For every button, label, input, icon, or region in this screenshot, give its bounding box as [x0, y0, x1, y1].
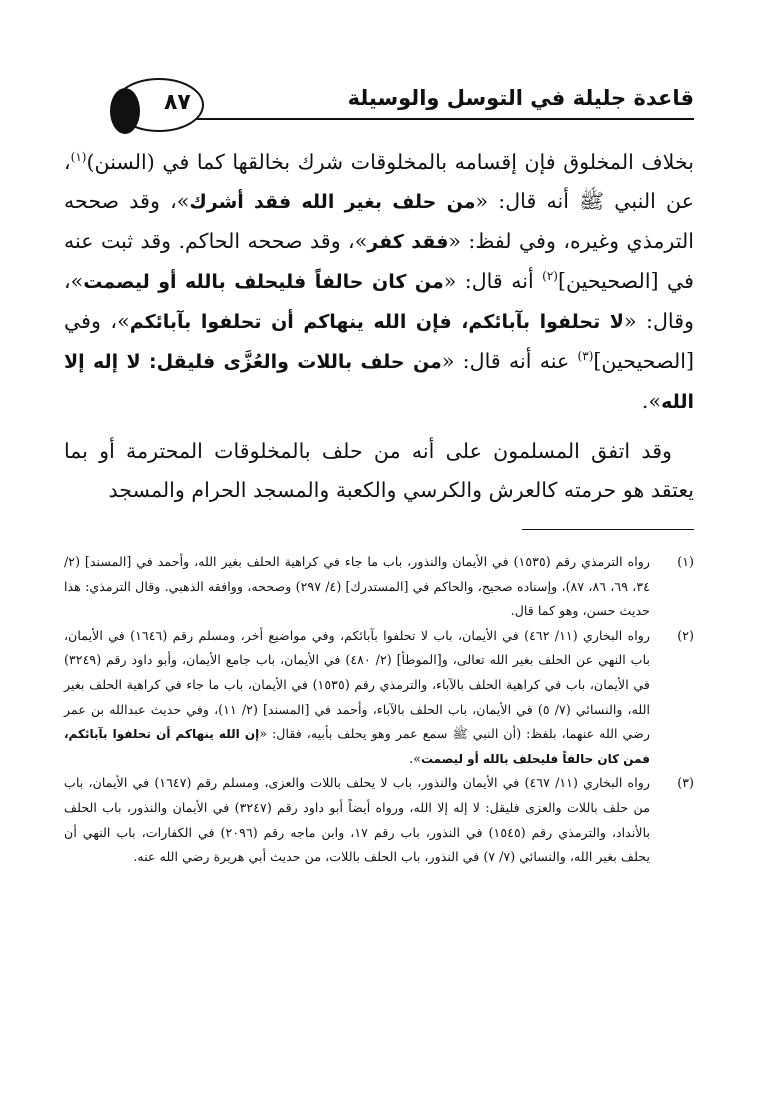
- hadith-quote: من كان حالفاً فليحلف بالله أو ليصمت: [83, 271, 444, 293]
- hadith-quote: لا تحلفوا بآبائكم، فإن الله ينهاكم أن تحلفوا بآبائكم: [129, 311, 624, 333]
- hadith-quote: من حلف بغير الله فقد أشرك: [189, 191, 476, 213]
- footnotes: [64, 550, 694, 870]
- text-run: ».: [641, 389, 662, 413]
- footnote-ref-3[interactable]: (٣): [577, 349, 594, 364]
- text-run: أنه قال: «: [443, 269, 543, 293]
- footnote-text: رواه الترمذي رقم (١٥٣٥) في الأيمان والنذور، باب ما جاء في كراهية الحلف بغير الله، وأحمد في [المسند] (٢/ ٣٤، ٦٩، ٨٦، ٨٧)، وإسناده صحيح، والحاكم في [المستدرك] (٤/ ٢٩٧) وصححه، ووافقه الذهبي. وقال الترمذي: هذا حديث حسن، وهو كما قال.: [64, 554, 650, 619]
- paragraph-1: [64, 143, 694, 422]
- footnote-number: (١): [677, 554, 694, 569]
- footnote-separator: [522, 529, 694, 530]
- text-run: »، وقد صححه الحاكم. وقد ثبت عنه في [الصحيحين]: [64, 229, 695, 293]
- text-run: »، وقال: «: [64, 269, 694, 333]
- footnote-number: (٢): [677, 627, 694, 643]
- running-title: قاعدة جليلة في التوسل والوسيلة: [347, 86, 694, 110]
- page-number: ٨٧: [164, 90, 191, 115]
- footnote-text: رواه البخاري (١١/ ٤٦٧) في الأيمان والنذور، باب لا يحلف باللات والعزى، ومسلم رقم (١٦٤٧) في الأيمان، باب من حلف باللات والعزى فليقل: لا إله إلا الله، ورواه أيضاً أبو داود رقم (٣٢٤٧) في الأيمان والنذور، باب الحلف بالأنداد، والترمذي رقم (١٥٤٥) في النذور، باب رقم ١٧، وابن ماجه رقم (٢٠٩٦) في الكفارات، باب النهي أن يحلف بغير الله، والنسائي (٧/ ٧) في النذور، باب الحلف باللات، من حديث أبي هريرة رضي الله عنه.: [64, 775, 650, 865]
- header-rule: [188, 118, 694, 120]
- text-run: »، وفي [الصحيحين]: [64, 309, 694, 373]
- footnote-text: ».: [409, 750, 421, 766]
- text-run: عنه أنه قال: «: [441, 349, 578, 373]
- hadith-quote: من حلف باللات والعُزَّى فليقل: لا إله إلا الله: [64, 351, 694, 413]
- footnote-3: [64, 771, 694, 869]
- page-header: [100, 78, 694, 122]
- main-text: [64, 143, 694, 510]
- footnote-2: [64, 624, 694, 772]
- page-number-badge: [114, 78, 204, 132]
- footnote-quote: إن الله ينهاكم أن تحلفوا بآبائكم، فمن كان حالفاً فليحلف بالله أو ليصمت: [64, 727, 650, 766]
- footnote-text: رواه البخاري (١١/ ٤٦٢) في الأيمان، باب لا تحلفوا بآبائكم، وفي مواضيع أخر، ومسلم رقم (١٦٤٦) في الأيمان، باب النهي عن الحلف بغير الله تعالى، و[الموطأ] (٢/ ٤٨٠) في الأيمان، باب جامع الأيمان، وأبو داود رقم (٣٢٤٩) في الأيمان، باب في كراهية الحلف بالآباء، والترمذي رقم (١٥٣٥) في الأيمان، باب ما جاء في كراهية الحلف بغير الله، والنسائي (٧/ ٥) في الأيمان، باب الحلف بالآباء، وأحمد في [المسند] (٢/ ١١)، وفي حديث عبدالله بن عمر رضي الله عنهما، بلفظ: (أن النبي ﷺ سمع عمر وهو يحلف بأبيه، فقال: «: [64, 627, 651, 742]
- footnote-1: [64, 550, 694, 624]
- paragraph-2: وقد اتفق المسلمون على أنه من حلف بالمخلوقات المحترمة أو بما يعتقد هو حرمته كالعرش والكرسي والكعبة والمسجد الحرام والمسجد: [64, 439, 694, 502]
- hadith-quote: فقد كفر: [367, 231, 449, 253]
- text-run: ، عن النبي ﷺ أنه قال: «: [64, 150, 694, 213]
- crescent-ornament-icon: [110, 88, 140, 134]
- footnote-ref-1[interactable]: (١): [70, 150, 87, 165]
- footnote-ref-2[interactable]: (٢): [542, 269, 558, 284]
- footnote-number: (٣): [677, 775, 694, 791]
- text-run: بخلاف المخلوق فإن إقسامه بالمخلوقات شرك بخالقها كما في (السنن): [86, 150, 694, 174]
- text-run: »، وقد صححه الترمذي وغيره، وفي لفظ: «: [64, 189, 694, 253]
